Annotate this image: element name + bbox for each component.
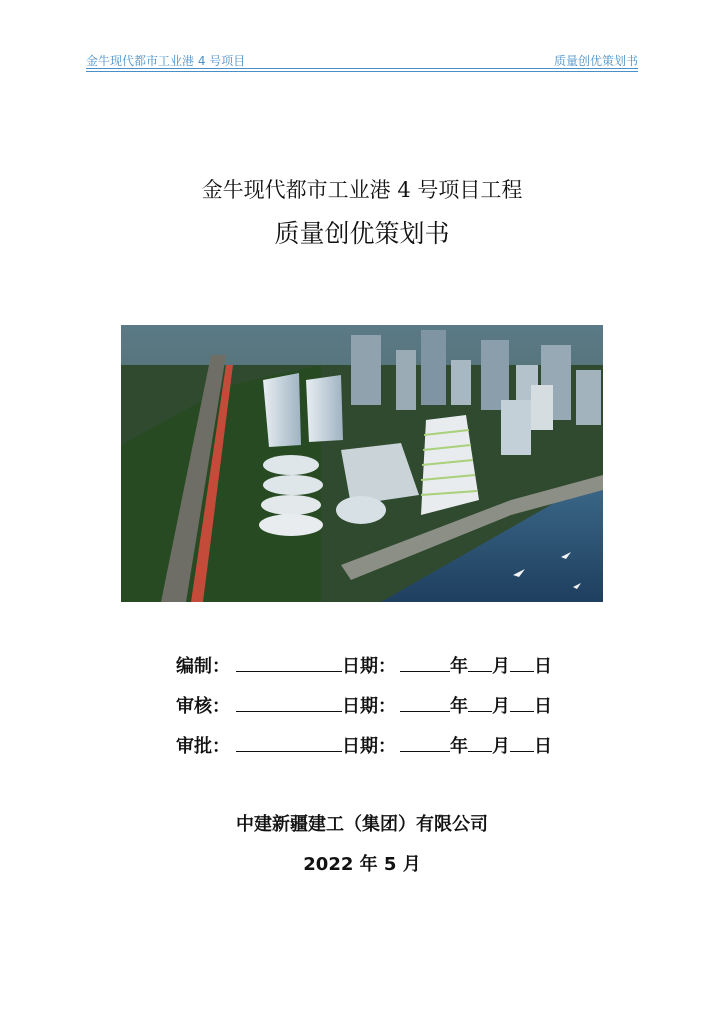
cover-title-line2: 质量创优策划书 — [274, 219, 450, 248]
document-date: 2022 年 5 月 — [303, 854, 421, 875]
signature-row-compile — [176, 652, 552, 678]
signature-blank[interactable] — [236, 695, 342, 712]
header-document-name: 质量创优策划书 — [553, 54, 638, 68]
page-header — [86, 50, 638, 70]
header-rule-thin — [86, 71, 638, 72]
month-label: 月 — [492, 696, 510, 717]
month-blank[interactable] — [468, 695, 492, 712]
cover-title-line1: 金牛现代都市工业港 4 号项目工程 — [201, 178, 523, 202]
month-blank[interactable] — [468, 655, 492, 672]
year-label: 年 — [450, 656, 468, 677]
day-blank[interactable] — [510, 655, 534, 672]
architectural-rendering-image — [121, 325, 603, 602]
date-label: 日期： — [342, 656, 396, 677]
date-label: 日期： — [342, 736, 396, 757]
signature-label: 编制： — [176, 656, 230, 677]
signature-label: 审批： — [176, 736, 230, 757]
month-blank[interactable] — [468, 735, 492, 752]
month-label: 月 — [492, 656, 510, 677]
year-blank[interactable] — [400, 735, 450, 752]
year-label: 年 — [450, 736, 468, 757]
signature-row-review — [176, 692, 552, 718]
date-label: 日期： — [342, 696, 396, 717]
signature-blank[interactable] — [236, 655, 342, 672]
signature-label: 审核： — [176, 696, 230, 717]
header-rule — [86, 68, 638, 69]
signature-blank[interactable] — [236, 735, 342, 752]
day-label: 日 — [534, 736, 552, 757]
month-label: 月 — [492, 736, 510, 757]
year-blank[interactable] — [400, 695, 450, 712]
header-project-name: 金牛现代都市工业港 4 号项目 — [86, 54, 246, 68]
year-label: 年 — [450, 696, 468, 717]
day-label: 日 — [534, 696, 552, 717]
day-label: 日 — [534, 656, 552, 677]
company-name: 中建新疆建工（集团）有限公司 — [236, 814, 488, 835]
signature-row-approve — [176, 732, 552, 758]
year-blank[interactable] — [400, 655, 450, 672]
day-blank[interactable] — [510, 735, 534, 752]
day-blank[interactable] — [510, 695, 534, 712]
